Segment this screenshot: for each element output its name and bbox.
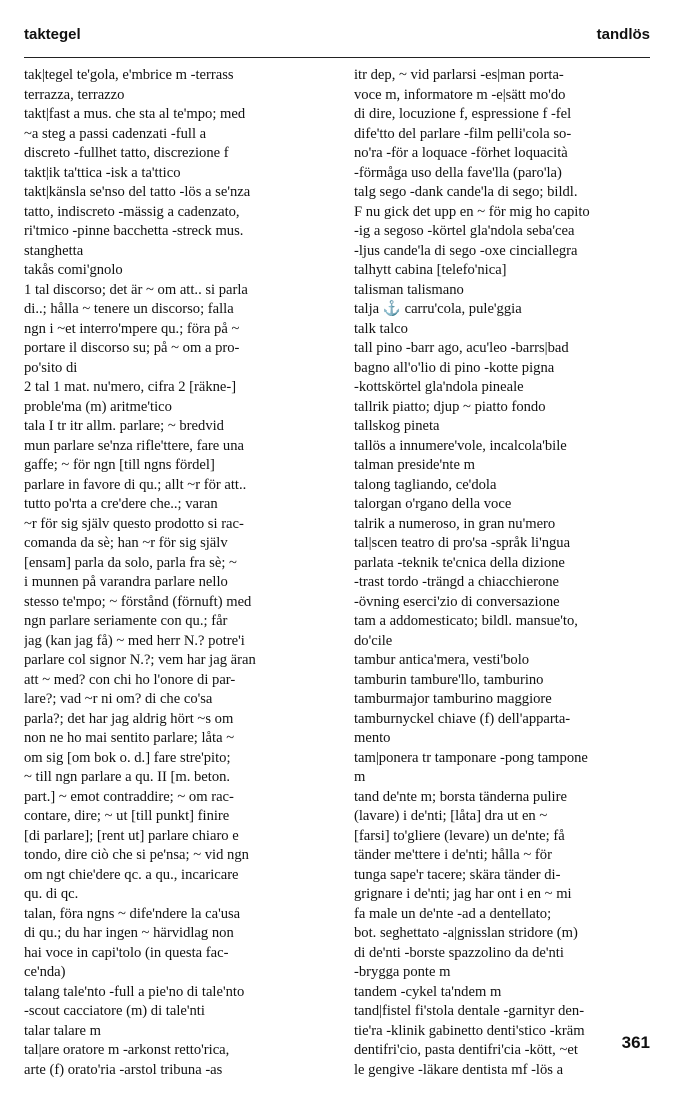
entry-line: tala I tr itr allm. parlare; ~ bredvid	[24, 418, 224, 434]
entry-line: dife'tto del parlare -film pelli'cola so-	[354, 125, 572, 142]
entry-line: ~r för sig själv questo prodotto si rac-	[24, 515, 244, 532]
entry-line: talg sego -dank cande'la di sego; bildl.	[354, 184, 578, 200]
entry-line: [farsi] to'gliere (levare) un de'nte; få	[354, 827, 565, 844]
entry-line: lare?; vad ~r ni om? di che co'sa	[24, 691, 213, 707]
entry-line: tand de'nte m; borsta tänderna pulire	[354, 788, 567, 805]
entry-line: tand|fistel fi'stola dentale -garnityr den-	[354, 1003, 585, 1019]
entry-line: tal|scen teatro di pro'sa -språk li'ngua	[354, 535, 571, 551]
entry-line: tallös a innumere'vole, incalcola'bile	[354, 437, 567, 454]
entry-line: bagno all'o'lio di pino -kotte pigna	[354, 359, 555, 376]
entry-line: arte (f) orato'ria -arstol tribuna -as	[24, 1061, 223, 1078]
entry-line: discreto -fullhet tatto, discrezione f	[24, 145, 229, 161]
entry-line: ngn parlare seriamente con qu.; får	[24, 613, 228, 629]
entry-line: tak|tegel te'gola, e'mbrice m -terrass	[24, 67, 234, 83]
entry-line: talja ⚓ carru'cola, pule'ggia	[354, 301, 522, 317]
entry-line: m	[354, 769, 366, 785]
entry-line: mento	[354, 730, 391, 746]
entry-line: di..; hålla ~ tenere un discorso; falla	[24, 301, 234, 317]
entry-line: bot. seghettato -a|gnisslan stridore (m)	[354, 925, 578, 941]
entry-line: i munnen på varandra parlare nello	[24, 574, 228, 590]
entry-line: -ljus cande'la di sego -oxe cinciallegra	[354, 242, 578, 259]
page-number: 361	[621, 1033, 650, 1052]
running-head-right: tandlös	[596, 26, 650, 43]
entry-line: fa male un de'nte -ad a dentellato;	[354, 905, 552, 922]
entry-line: di de'nti -borste spazzolino da de'nti	[354, 944, 564, 961]
entry-line: grignare i de'nti; jag har ont i en ~ mi	[354, 886, 572, 902]
entry-line: parlare col signor N.?; vem har jag äran	[24, 652, 256, 668]
entry-line: takt|ik ta'ttica -isk a ta'ttico	[24, 164, 181, 181]
entry-line: contare, dire; ~ ut [till punkt] finire	[24, 808, 230, 824]
entry-line: tam a addomesticato; bildl. mansue'to,	[354, 613, 578, 629]
entry-line: hai voce in capi'tolo (in questa fac-	[24, 944, 229, 961]
entry-line: parlata -teknik te'cnica della dizione	[354, 554, 565, 571]
entry-line: ngn i ~et interro'mpere qu.; föra på ~	[24, 320, 240, 337]
entry-line: -scout cacciatore (m) di tale'nti	[24, 1003, 205, 1019]
entry-line: tallrik piatto; djup ~ piatto fondo	[354, 398, 546, 415]
entry-line: tallskog pineta	[354, 418, 440, 434]
entry-line: om sig [om bok o. d.] fare stre'pito;	[24, 749, 231, 766]
entry-line: -kottskörtel gla'ndola pineale	[354, 379, 524, 395]
entry-line: tal|are oratore m -arkonst retto'rica,	[24, 1042, 230, 1058]
entry-line: -ig a segoso -körtel gla'ndola seba'cea	[354, 223, 575, 239]
entry-line: stanghetta	[24, 242, 84, 259]
entry-line: tutto po'rta a cre'dere che..; varan	[24, 496, 218, 512]
entry-line: comanda da sè; han ~r för sig själv	[24, 535, 228, 551]
entry-line: non ne ho mai sentito parlare; låta ~	[24, 730, 235, 746]
entry-line: talrik a numeroso, in gran nu'mero	[354, 515, 556, 532]
entry-line: 2 tal 1 mat. nu'mero, cifra 2 [räkne-]	[24, 379, 237, 395]
entry-line: di dire, locuzione f, espressione f -fel	[354, 106, 572, 122]
entry-line: portare il discorso su; på ~ om a pro-	[24, 340, 240, 356]
entry-line: takås comi'gnolo	[24, 262, 123, 278]
entry-line: tie'ra -klinik gabinetto denti'stico -kräm	[354, 1022, 585, 1039]
entry-line: po'sito di	[24, 359, 78, 376]
entry-line: qu. di qc.	[24, 886, 79, 902]
left-column	[24, 66, 330, 1080]
entry-line: talan, föra ngns ~ dife'ndere la ca'usa	[24, 905, 241, 922]
entry-line: tamburnyckel chiave (f) dell'apparta-	[354, 710, 571, 727]
entry-line: talar talare m	[24, 1022, 101, 1039]
header-rule	[24, 57, 650, 58]
entry-line: do'cile	[354, 632, 393, 649]
entry-line: om ngt chie'dere qc. a qu., incaricare	[24, 866, 239, 883]
entry-line: tänder me'ttere i de'nti; hålla ~ för	[354, 847, 552, 863]
entry-line: tandem -cykel ta'ndem m	[354, 983, 502, 1000]
entry-line: tunga sape'r tacere; skära tänder di-	[354, 866, 561, 883]
entry-line: tondo, dire ciò che si pe'nsa; ~ vid ngn	[24, 847, 249, 863]
entry-line: tall pino -barr ago, acu'leo -barrs|bad	[354, 340, 569, 356]
entry-line: tam|ponera tr tamponare -pong tampone	[354, 749, 588, 766]
entry-line: ri'tmico -pinne bacchetta -streck mus.	[24, 223, 244, 239]
entry-line: proble'ma (m) aritme'tico	[24, 398, 172, 415]
entry-line: 1 tal discorso; det är ~ om att.. si parla	[24, 281, 248, 298]
entry-line: talorgan o'rgano della voce	[354, 496, 512, 512]
entry-line: terrazza, terrazzo	[24, 86, 125, 103]
entry-line: jag (kan jag få) ~ med herr N.? potre'i	[24, 632, 245, 649]
entry-line: -brygga ponte m	[354, 964, 451, 980]
entry-line: F nu gick det upp en ~ för mig ho capito	[354, 203, 590, 220]
entry-line: parla?; det har jag aldrig hört ~s om	[24, 710, 234, 727]
right-column	[354, 66, 660, 1080]
entry-line: [ensam] parla da solo, parla fra sè; ~	[24, 554, 237, 571]
entry-line: talk talco	[354, 320, 408, 337]
entry-line: [di parlare]; [rent ut] parlare chiaro e	[24, 827, 239, 844]
entry-line: -trast tordo -trängd a chiacchierone	[354, 574, 560, 590]
entry-line: -förmåga uso della fave'lla (paro'la)	[354, 164, 562, 181]
entry-line: part.] ~ emot contraddire; ~ om rac-	[24, 788, 234, 805]
entry-line: takt|fast a mus. che sta al te'mpo; med	[24, 106, 246, 122]
entry-line: tamburin tambure'llo, tamburino	[354, 671, 544, 688]
entry-line: talisman talismano	[354, 281, 464, 298]
entry-line: talang tale'nto -full a pie'no di tale'nto	[24, 983, 245, 1000]
entry-line: dentifri'cio, pasta dentifri'cia -kött, ~et	[354, 1042, 578, 1058]
entry-line: (lavare) i de'nti; [låta] dra ut en ~	[354, 808, 548, 824]
entry-line: tambur antica'mera, vesti'bolo	[354, 652, 530, 668]
entry-line: parlare in favore di qu.; allt ~r för att..	[24, 476, 247, 493]
entry-line: takt|känsla se'nso del tatto -lös a se'nza	[24, 184, 251, 200]
entry-line: ~a steg a passi cadenzati -full a	[24, 125, 207, 142]
entry-line: gaffe; ~ för ngn [till ngns fördel]	[24, 457, 215, 473]
entry-line: tatto, indiscreto -mässig a cadenzato,	[24, 203, 240, 220]
entry-line: ~ till ngn parlare a qu. II [m. beton.	[24, 769, 231, 785]
running-head-left: taktegel	[24, 26, 81, 43]
entry-line: itr dep, ~ vid parlarsi -es|man porta-	[354, 67, 564, 83]
entry-line: talhytt cabina [telefo'nica]	[354, 262, 507, 278]
entry-line: -övning eserci'zio di conversazione	[354, 593, 560, 610]
entry-line: talman preside'nte m	[354, 457, 475, 473]
entry-line: no'ra -för a loquace -förhet loquacità	[354, 145, 568, 161]
entry-line: talong tagliando, ce'dola	[354, 476, 497, 493]
entry-line: stesso te'mpo; ~ förstånd (förnuft) med	[24, 593, 252, 610]
entry-line: di qu.; du har ingen ~ härvidlag non	[24, 925, 234, 941]
entry-line: voce m, informatore m -e|sätt mo'do	[354, 86, 566, 103]
entry-line: le gengive -läkare dentista mf -lös a	[354, 1061, 564, 1078]
entry-line: mun parlare se'nza rifle'ttere, fare una	[24, 437, 244, 454]
entry-line: att ~ med? con chi ho l'onore di par-	[24, 671, 236, 688]
entry-line: tamburmajor tamburino maggiore	[354, 691, 552, 707]
entry-line: ce'nda)	[24, 964, 66, 980]
